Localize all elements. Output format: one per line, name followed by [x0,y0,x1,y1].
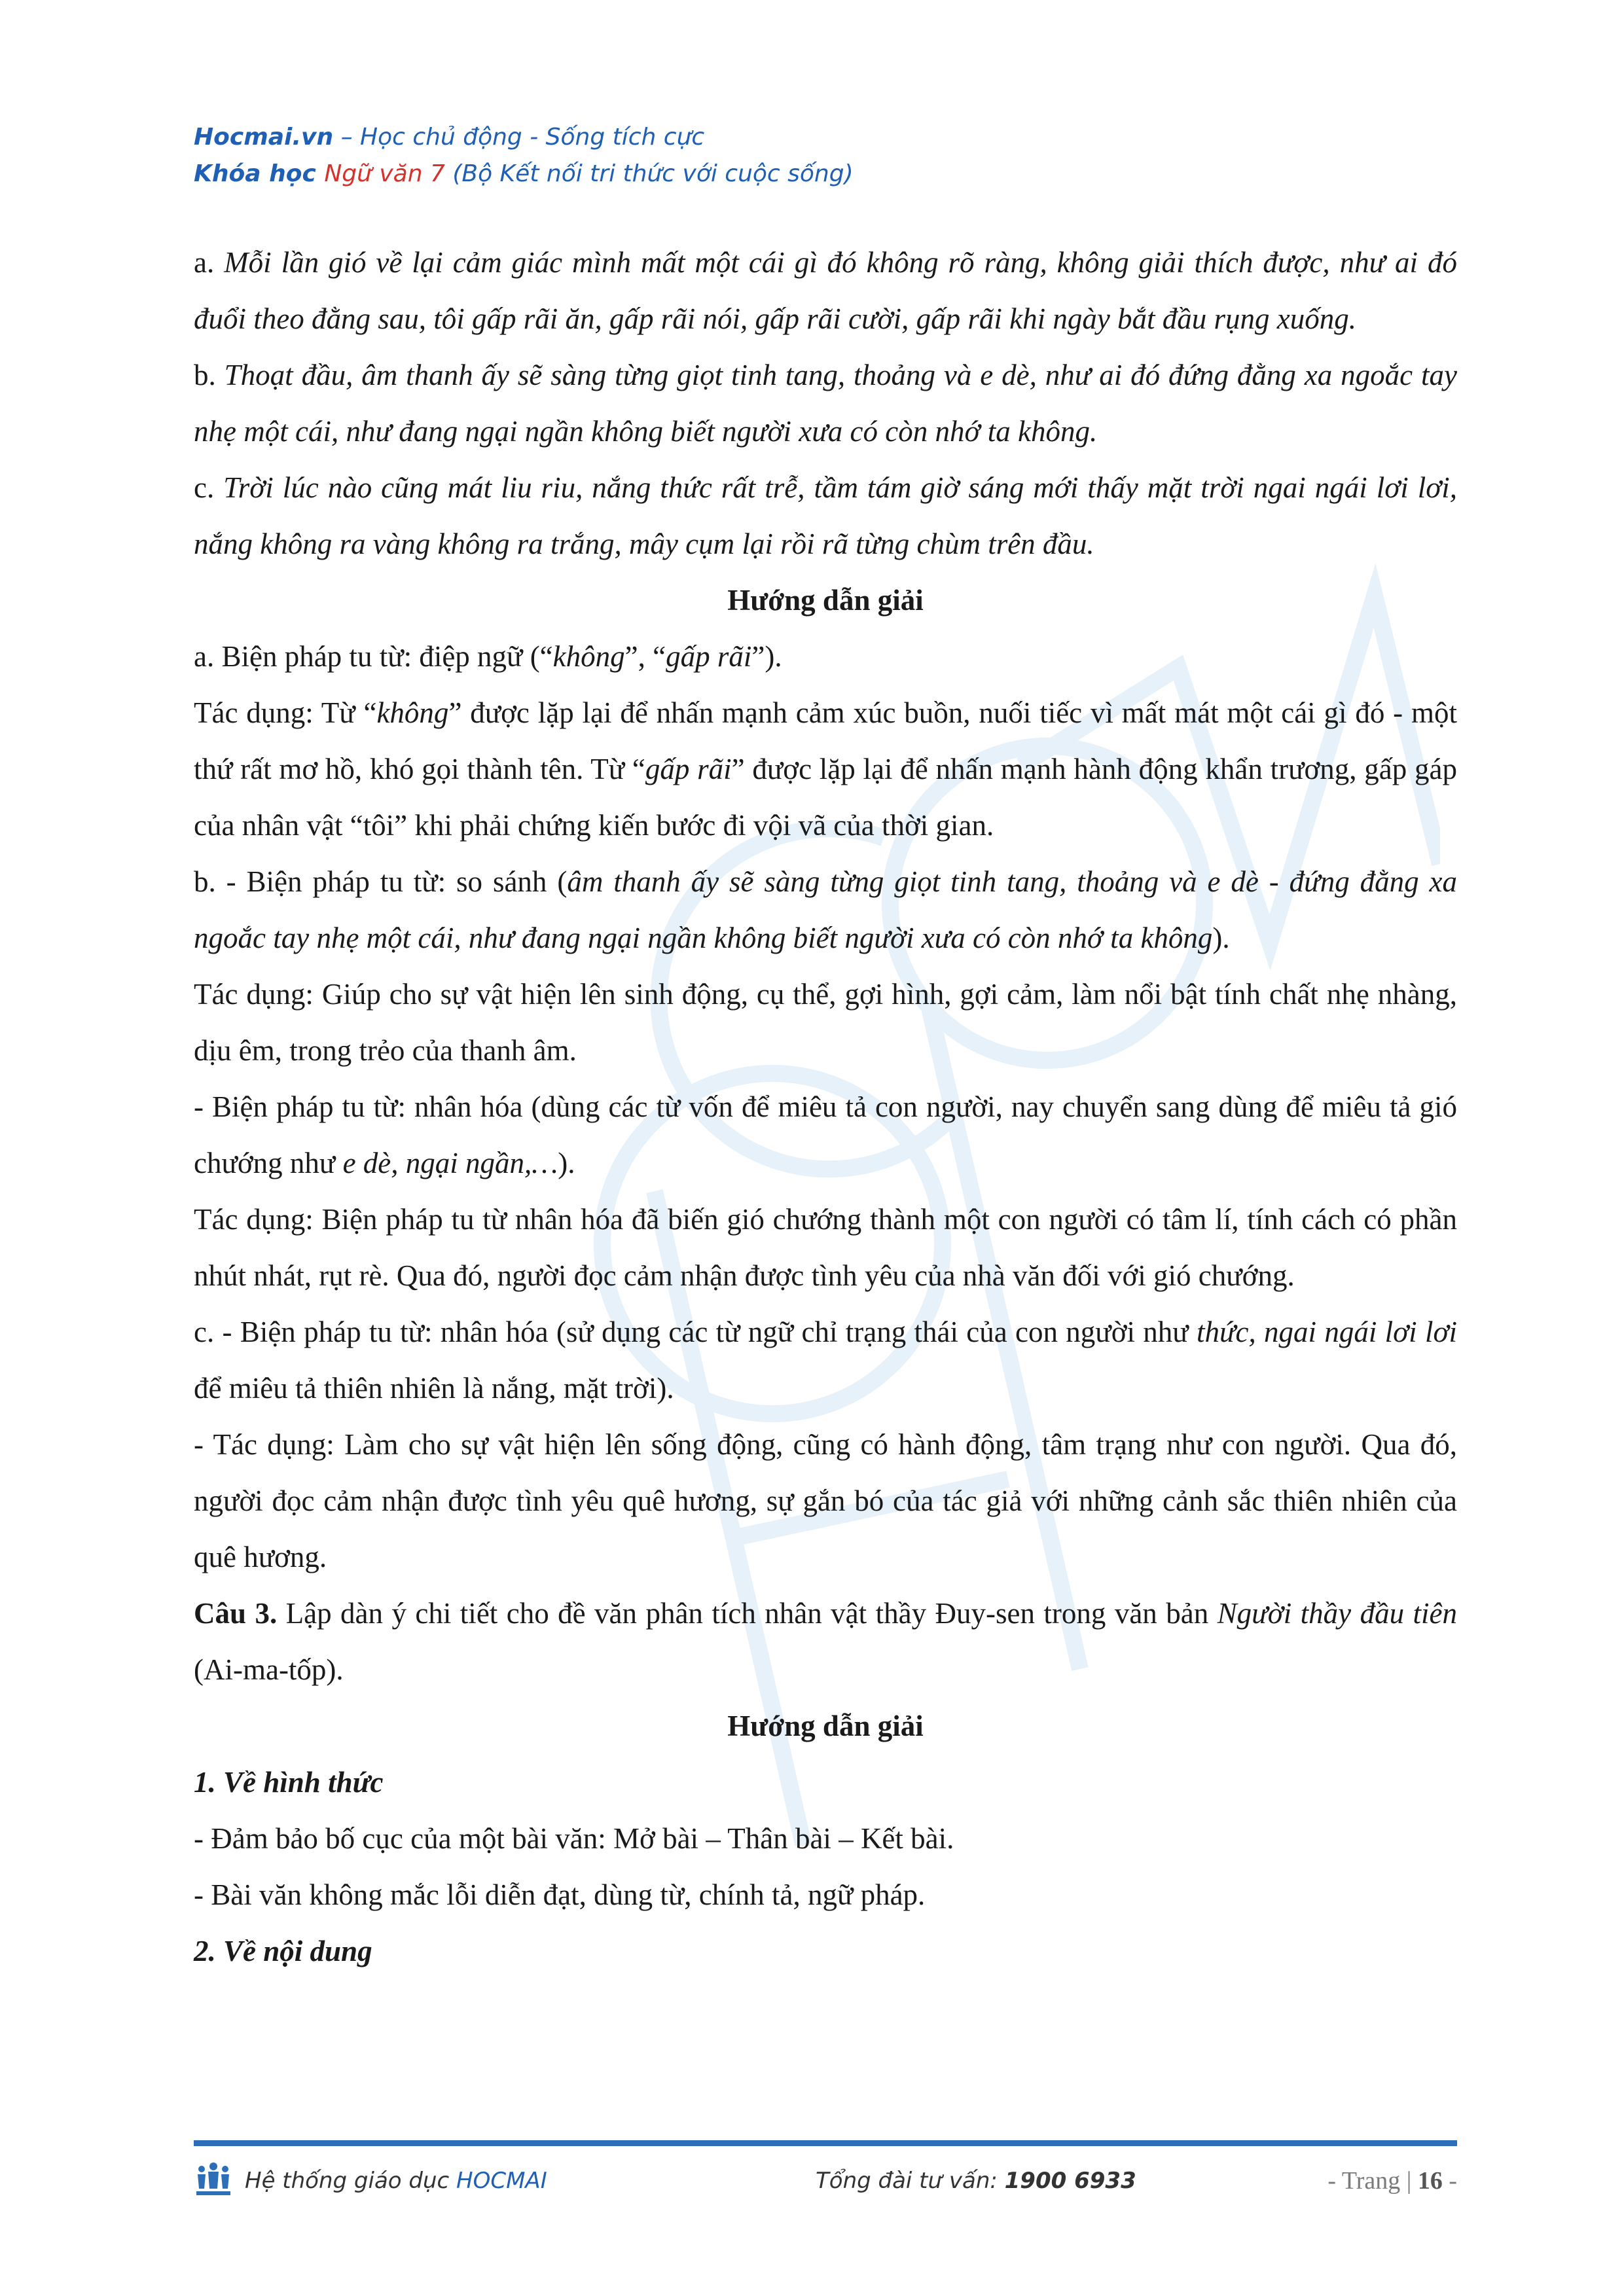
answer-c-device [194,1304,1457,1416]
footer-brand[interactable]: HOCMAI [456,2168,547,2194]
footer-divider [194,2140,1457,2146]
answer-a-effect-text: ” được lặp lại để nhấn mạnh cảm xúc buồn, nuối tiếc vì mất mát một cái gì đó - một thứ rất mơ hồ, khó gọi thành tên. Từ “ [194,696,1457,785]
example-a [194,234,1457,347]
form-item-2: - Bài văn không mắc lỗi diễn đạt, dùng từ, chính tả, ngữ pháp. [194,1878,926,1911]
answer-b-device [194,853,1457,966]
answer-a-effect-text: Tác dụng: Từ “ [194,696,377,729]
footer-system-label: Hệ thống giáo dục [245,2168,457,2194]
question-3-author: (Ai-ma-tốp). [194,1653,344,1686]
footer-hotline-number[interactable]: 1900 6933 [1004,2168,1136,2194]
answer-b-effect-2: Tác dụng: Biện pháp tu từ nhân hóa đã biến gió chướng thành một con người có tâm lí, tính cách có phần nhút nhát, rụt rè. Qua đó, người đọc cảm nhận được tình yêu của nhà văn đối với gió chướng. [194,1203,1457,1292]
answer-a-device-word: gấp rãi [666,640,752,673]
hocmai-logo-icon [194,2160,233,2199]
answer-c-device-words: thức, ngai ngái lơi lơi [1196,1316,1457,1348]
header-course-prefix: Khóa học [194,160,325,187]
answer-b-device-2-text: - Biện pháp tu từ: nhân hóa (dùng các từ vốn để miêu tả con người, nay chuyển sang dùng để miêu tả gió chướng như [194,1090,1457,1179]
example-c-label: c. [194,471,224,504]
footer-hotline [816,2168,1136,2194]
header-course-line [194,156,854,192]
example-a-text: Mỗi lần gió về lại cảm giác mình mất một cái gì đó không rõ ràng, không giải thích được, như ai đó đuổi theo đằng sau, tôi gấp rãi ăn, gấp rãi nói, gấp rãi cười, gấp rãi khi ngày bắt đầu rụng xuống. [194,246,1457,335]
answer-a-device-sep: ”, “ [624,640,666,673]
answer-a-device-text: a. Biện pháp tu từ: điệp ngữ (“ [194,640,553,673]
answer-c-effect: - Tác dụng: Làm cho sự vật hiện lên sống động, cũng có hành động, tâm trạng như con người. Qua đó, người đọc cảm nhận được tình yêu quê hương, sự gắn bó của tác giả với những cảnh sắc thiên nhiên của quê hương. [194,1428,1457,1573]
answer-b-effect: Tác dụng: Giúp cho sự vật hiện lên sinh động, cụ thể, gợi hình, gợi cảm, làm nổi bật tính chất nhẹ nhàng, dịu êm, trong trẻo của thanh âm. [194,978,1457,1067]
question-3-label: Câu 3. [194,1597,278,1630]
answer-b-device-text: b. - Biện pháp tu từ: so sánh ( [194,865,568,898]
document-body [194,234,1457,1979]
guide-title: Hướng dẫn giải [727,584,924,617]
guide-title-2: Hướng dẫn giải [727,1710,924,1742]
section-form-heading: 1. Về hình thức [194,1766,384,1799]
answer-b-device-quote: âm thanh ấy sẽ sàng từng giọt tinh tang, thoảng và e dè - đứng đằng xa ngoắc tay nhẹ một cái, như đang ngại ngần không biết người xưa có còn nhớ ta không [194,865,1457,954]
answer-a-device [194,628,1457,685]
header-slogan: – Học chủ động - Sống tích cực [333,124,705,151]
footer-hotline-label: Tổng đài tư vấn: [816,2168,1005,2194]
example-c-text: Trời lúc nào cũng mát liu riu, nắng thức rất trễ, tầm tám giờ sáng mới thấy mặt trời ngai ngái lơi lơi, nắng không ra vàng không ra trắng, mây cụm lại rồi rã từng chùm trên đầu. [194,471,1457,560]
answer-b-device-2 [194,1079,1457,1191]
answer-c-device-text: c. - Biện pháp tu từ: nhân hóa (sử dụng các từ ngữ chỉ trạng thái của con người như [194,1316,1197,1348]
answer-b-device-2-words: e dè, ngại ngần,… [342,1147,558,1179]
example-b [194,347,1457,459]
answer-a-effect-word: không [376,696,449,729]
example-a-label: a. [194,246,225,279]
answer-a-effect [194,685,1457,853]
answer-b-device-end: ). [1212,922,1230,954]
header-site-line [194,119,854,156]
answer-a-effect-word: gấp rãi [645,753,732,785]
answer-a-device-end: ”). [751,640,782,673]
page-number-suffix: - [1442,2167,1457,2195]
answer-c-device-end: để miêu tả thiên nhiên là nắng, mặt trời). [194,1372,674,1405]
question-3 [194,1585,1457,1698]
answer-a-device-word: không [552,640,625,673]
example-b-label: b. [194,359,225,391]
page-number [1327,2166,1457,2195]
document-header [194,119,854,192]
example-b-text: Thoạt đầu, âm thanh ấy sẽ sàng từng giọt tinh tang, thoảng và e dè, như ai đó đứng đằng xa ngoắc tay nhẹ một cái, như đang ngại ngần không biết người xưa có còn nhớ ta không. [194,359,1458,448]
header-course-name: Ngữ văn 7 [324,160,445,187]
page-number-prefix: - Trang | [1327,2167,1418,2195]
section-content-heading: 2. Về nội dung [194,1935,372,1967]
question-3-text: Lập dàn ý chi tiết cho đề văn phân tích nhân vật thầy Đuy-sen trong văn bản [277,1597,1218,1630]
page-number-value: 16 [1417,2167,1443,2195]
example-c [194,459,1457,572]
header-site-name[interactable]: Hocmai.vn [194,124,334,151]
question-3-work-title: Người thầy đầu tiên [1217,1597,1457,1630]
answer-a-effect-text: ” được lặp lại để nhấn mạnh hành động khẩn trương, gấp gáp của nhân vật “tôi” khi phải chứng kiến bước đi vội vã của thời gian. [194,753,1457,842]
form-item-1: - Đảm bảo bố cục của một bài văn: Mở bài – Thân bài – Kết bài. [194,1822,954,1855]
document-footer [194,2160,1457,2206]
answer-b-device-2-end: ). [558,1147,575,1179]
header-course-suffix: (Bộ Kết nối tri thức với cuộc sống) [444,160,854,187]
footer-system-text [245,2168,547,2194]
